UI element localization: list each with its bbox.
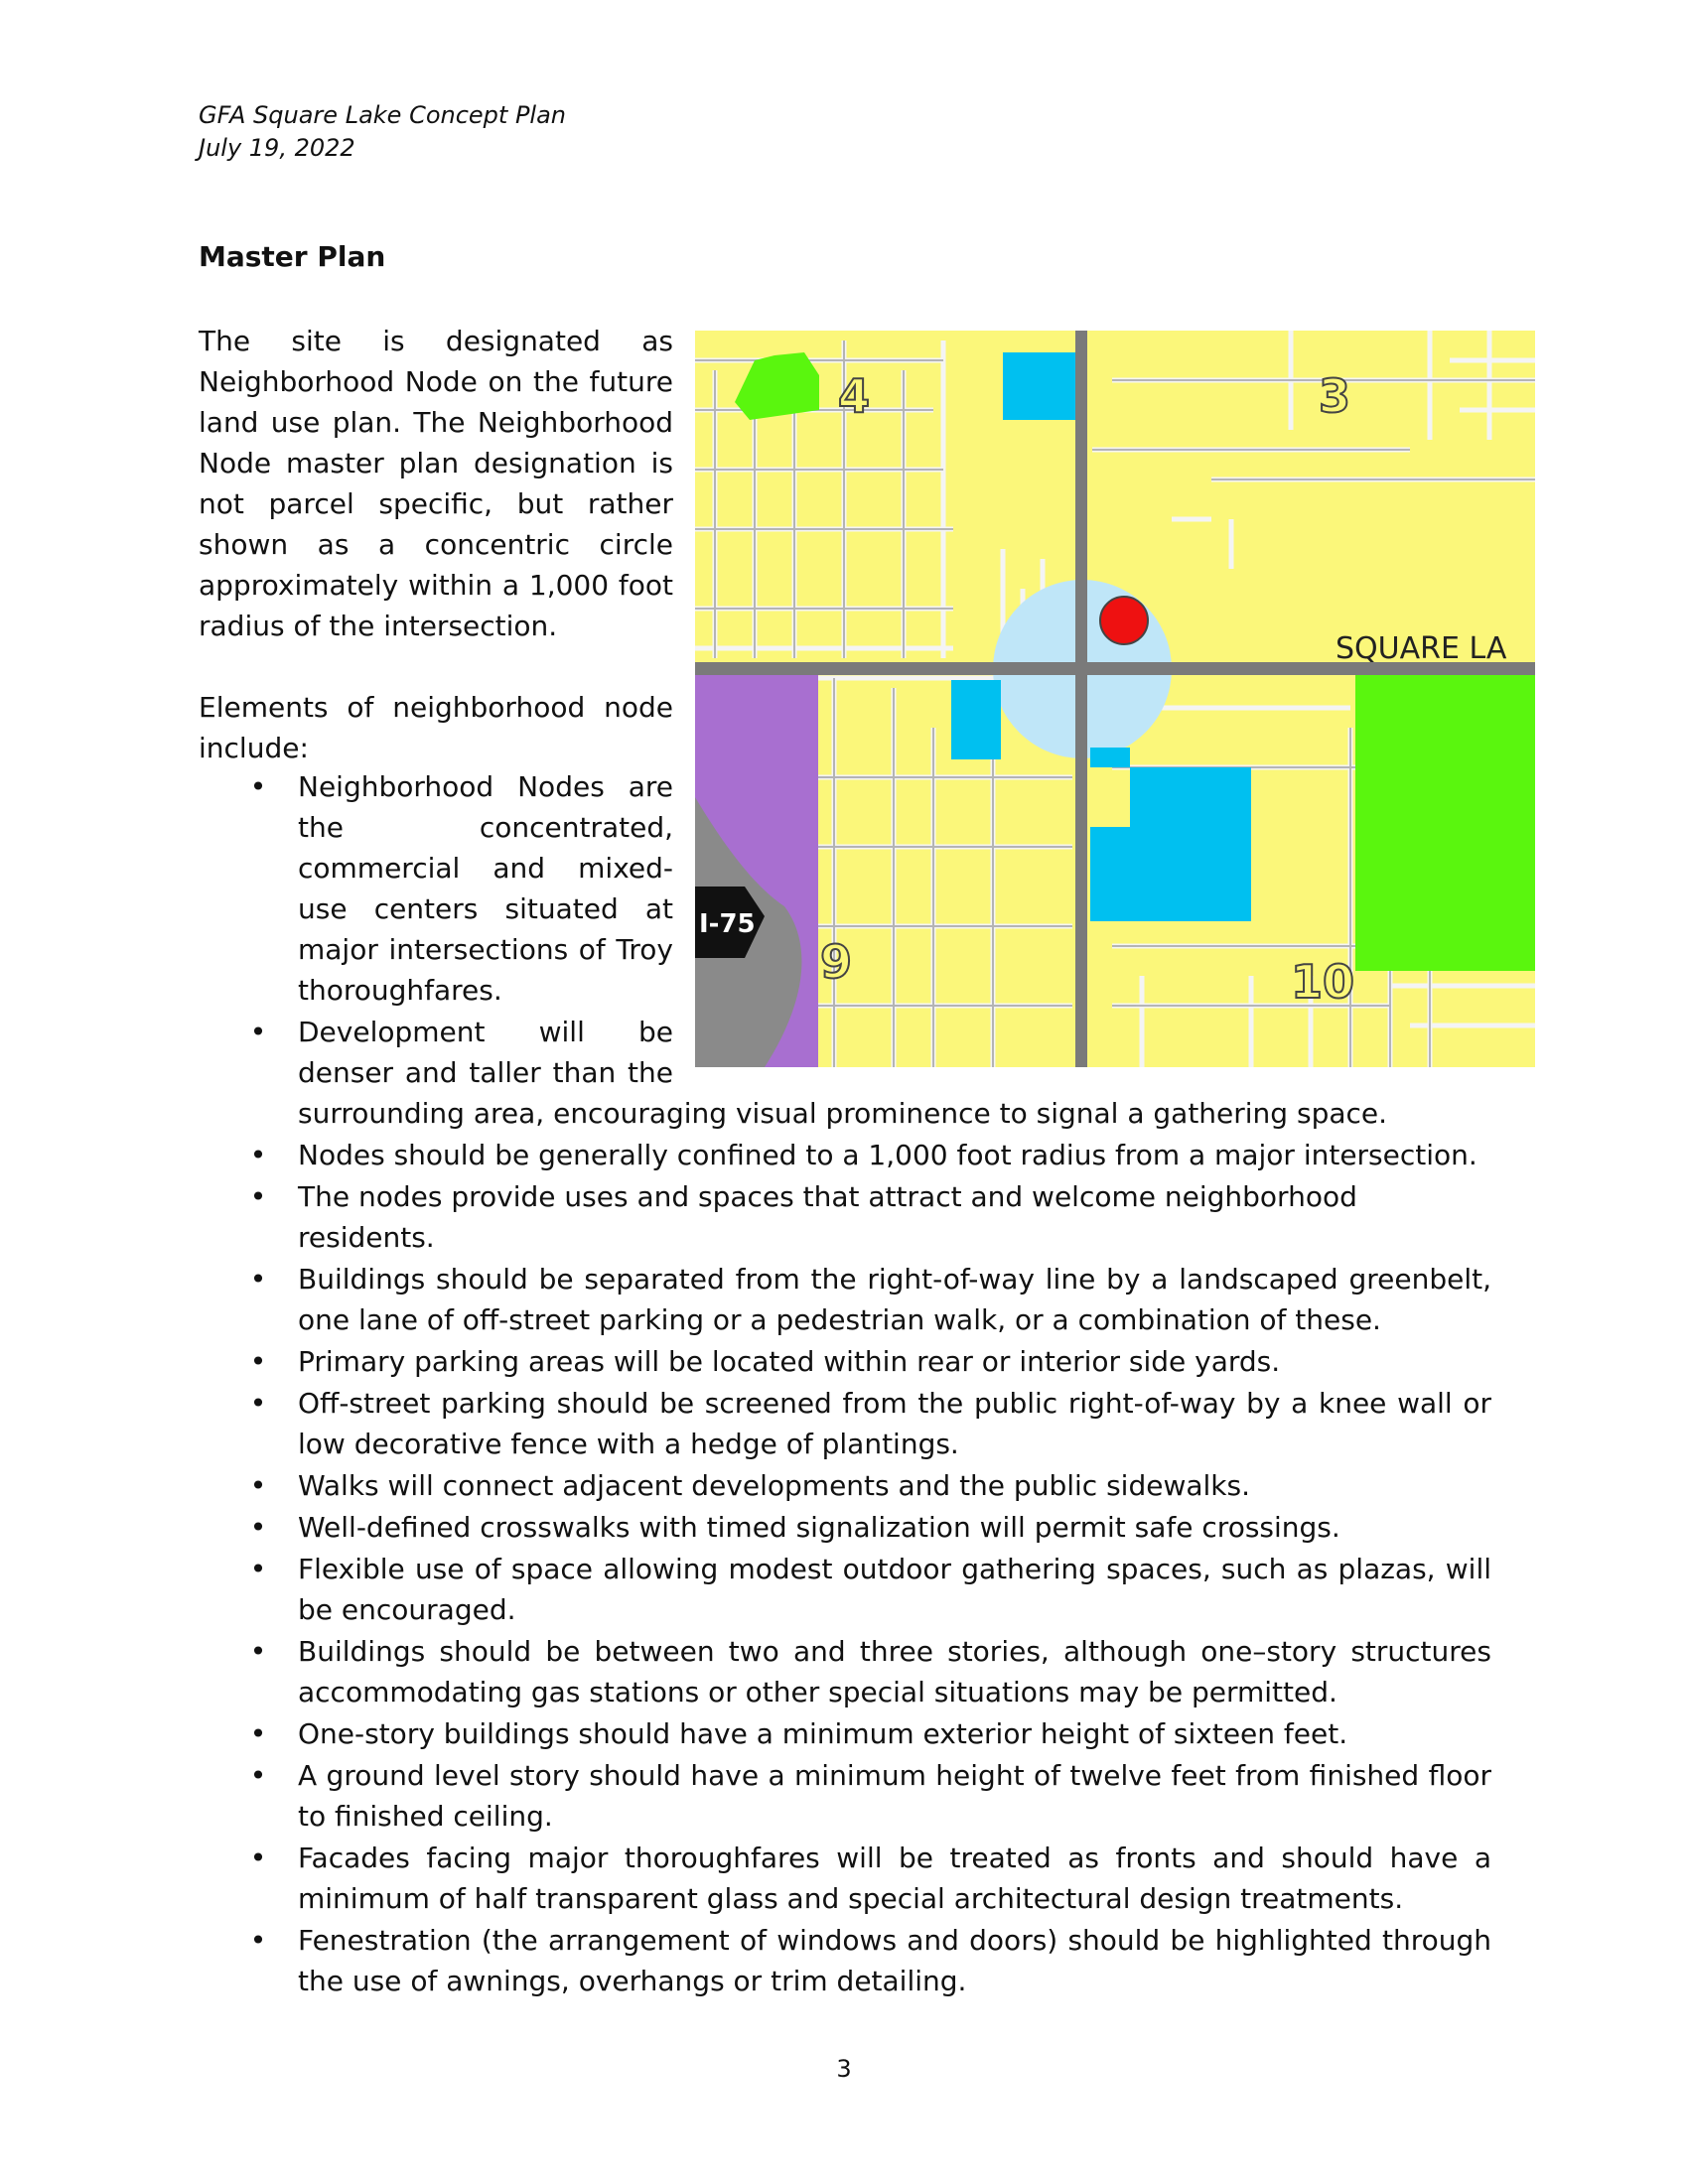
bullet-glyph: • [249,1924,267,1957]
map-highway-label: I-75 [699,909,756,939]
map-section-label-4: 4 [838,369,871,423]
list-item: • One-story buildings should have a minimum exterior height of sixteen feet. [199,1713,1491,1754]
list-item: • Flexible use of space allowing modest outdoor gathering spaces, such as plazas, will be encouraged. [199,1549,1491,1630]
bullet-glyph: • [249,1345,267,1378]
bullet-glyph: • [249,1139,267,1171]
bullet-glyph: • [249,1842,267,1874]
map-road-label: SQUARE LA [1336,631,1507,666]
list-item: • Walks will connect adjacent developments and the public sidewalks. [199,1465,1491,1506]
list-item: • Development will be denser and taller than the surrounding area, encouraging visual prominence to signal a gathering space. [199,1012,1491,1134]
page-number: 3 [836,2055,852,2083]
intro-paragraph: The site is designated as Neighborhood Node on the future land use plan. The Neighborhood Node master plan designation is not parcel specific, but rather shown as a concentric circle approximately within a 1,000 foot radius of the intersection. [199,325,673,642]
map-commercial-sw [951,680,1001,759]
bullet-list [199,766,1491,2002]
section-title: Master Plan [199,240,386,273]
map-site-marker [1100,597,1148,644]
list-item: • Neighborhood Nodes are the concentrated, commercial and mixed-use centers situated at major intersections of Troy thoroughfares. [199,766,773,1011]
bullet-glyph: • [249,1635,267,1668]
bullet-glyph: • [249,770,267,803]
header-title: GFA Square Lake Concept Plan [199,101,567,129]
list-item: • The nodes provide uses and spaces that attract and welcome neighborhood residents. [199,1176,1491,1258]
map-section-label-3: 3 [1319,369,1351,423]
list-item: • Fenestration (the arrangement of windows and doors) should be highlighted through the use of awnings, overhangs or trim detailing. [199,1920,1491,2001]
map-section-label-10: 10 [1291,955,1355,1009]
bullet-glyph: • [249,1180,267,1213]
map-commercial-north [1003,352,1078,420]
list-item: • Buildings should be separated from the right-of-way line by a landscaped greenbelt, one lane of off-street parking or a pedestrian walk, or a combination of these. [199,1259,1491,1340]
header-date: July 19, 2022 [199,134,355,162]
bullet-glyph: • [249,1717,267,1750]
list-item: • Nodes should be generally confined to a 1,000 foot radius from a major intersection. [199,1135,1491,1175]
elements-lead: Elements of neighborhood node include: [199,691,673,764]
bullet-glyph: • [249,1469,267,1502]
map-section-label-9: 9 [820,935,853,989]
list-item: • Off-street parking should be screened from the public right-of-way by a knee wall or low decorative fence with a hedge of plantings. [199,1383,1491,1464]
bullet-glyph: • [249,1759,267,1792]
list-item: • A ground level story should have a minimum height of twelve feet from finished floor to finished ceiling. [199,1755,1491,1837]
bullet-glyph: • [249,1387,267,1420]
bullet-glyph: • [249,1016,267,1048]
list-item: • Facades facing major thoroughfares will be treated as fronts and should have a minimum of half transparent glass and special architectural design treatments. [199,1838,1491,1919]
bullet-glyph: • [249,1553,267,1585]
list-item: • Well-defined crosswalks with timed signalization will permit safe crossings. [199,1507,1491,1548]
bullet-glyph: • [249,1263,267,1296]
intro-column [199,321,673,768]
list-item: • Buildings should be between two and three stories, although one–story structures accommodating gas stations or other special situations may be permitted. [199,1631,1491,1712]
document-header [199,99,566,165]
bullet-glyph: • [249,1511,267,1544]
list-item: • Primary parking areas will be located within rear or interior side yards. [199,1341,1491,1382]
